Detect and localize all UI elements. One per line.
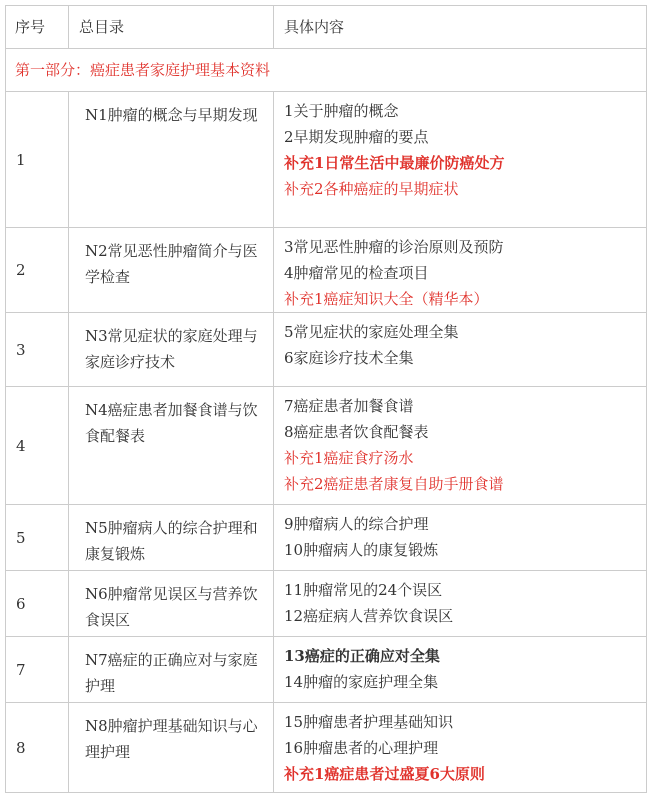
row-category: N3常见症状的家庭处理与家庭诊疗技术 bbox=[69, 313, 274, 387]
content-item: 6家庭诊疗技术全集 bbox=[284, 349, 414, 367]
row-category: N4癌症患者加餐食谱与饮食配餐表 bbox=[69, 387, 274, 505]
content-item: 补充1癌症患者过盛夏6大原则 bbox=[284, 765, 485, 783]
content-item: 11肿瘤常见的24个误区 bbox=[284, 581, 443, 599]
content-item: 补充2癌症患者康复自助手册食谱 bbox=[284, 475, 504, 493]
row-number: 1 bbox=[6, 92, 69, 228]
content-item: 8癌症患者饮食配餐表 bbox=[284, 423, 429, 441]
row-number: 7 bbox=[6, 637, 69, 703]
row-content bbox=[274, 505, 647, 571]
row-content bbox=[274, 313, 647, 387]
row-number: 5 bbox=[6, 505, 69, 571]
content-item: 15肿瘤患者护理基础知识 bbox=[284, 713, 454, 731]
content-item: 5常见症状的家庭处理全集 bbox=[284, 323, 459, 341]
content-item: 补充2各种癌症的早期症状 bbox=[284, 180, 459, 198]
row-content bbox=[274, 228, 647, 313]
part-title-row bbox=[6, 49, 647, 92]
row-category: N2常见恶性肿瘤简介与医学检查 bbox=[69, 228, 274, 313]
content-item: 12癌症病人营养饮食误区 bbox=[284, 607, 454, 625]
row-number: 8 bbox=[6, 703, 69, 793]
content-item: 1关于肿瘤的概念 bbox=[284, 102, 399, 120]
table-row bbox=[6, 313, 647, 387]
content-item: 2早期发现肿瘤的要点 bbox=[284, 128, 429, 146]
header-content: 具体内容 bbox=[274, 6, 647, 49]
header-no: 序号 bbox=[6, 6, 69, 49]
table-row bbox=[6, 703, 647, 793]
content-item: 7癌症患者加餐食谱 bbox=[284, 397, 414, 415]
content-item: 16肿瘤患者的心理护理 bbox=[284, 739, 439, 757]
contents-table bbox=[5, 5, 647, 793]
row-category: N1肿瘤的概念与早期发现 bbox=[69, 92, 274, 228]
header-category: 总目录 bbox=[69, 6, 274, 49]
content-item: 9肿瘤病人的综合护理 bbox=[284, 515, 429, 533]
row-category: N6肿瘤常见误区与营养饮食误区 bbox=[69, 571, 274, 637]
table-row bbox=[6, 387, 647, 505]
table-row bbox=[6, 228, 647, 313]
content-item: 补充1日常生活中最廉价防癌处方 bbox=[284, 154, 505, 172]
row-number: 6 bbox=[6, 571, 69, 637]
table-row bbox=[6, 505, 647, 571]
content-item: 补充1癌症知识大全（精华本） bbox=[284, 290, 489, 308]
table-header-row bbox=[6, 6, 647, 49]
content-item: 补充1癌症食疗汤水 bbox=[284, 449, 414, 467]
content-item: 3常见恶性肿瘤的诊治原则及预防 bbox=[284, 238, 504, 256]
row-category: N7癌症的正确应对与家庭护理 bbox=[69, 637, 274, 703]
row-content bbox=[274, 387, 647, 505]
row-number: 2 bbox=[6, 228, 69, 313]
content-item: 13癌症的正确应对全集 bbox=[284, 647, 440, 665]
row-number: 3 bbox=[6, 313, 69, 387]
row-content bbox=[274, 571, 647, 637]
table-row bbox=[6, 92, 647, 228]
row-content bbox=[274, 637, 647, 703]
table-row bbox=[6, 571, 647, 637]
row-content bbox=[274, 703, 647, 793]
part-title: 第一部分：癌症患者家庭护理基本资料 bbox=[6, 49, 647, 92]
row-number: 4 bbox=[6, 387, 69, 505]
content-item: 10肿瘤病人的康复锻炼 bbox=[284, 541, 439, 559]
content-item: 4肿瘤常见的检查项目 bbox=[284, 264, 429, 282]
row-content bbox=[274, 92, 647, 228]
table-row bbox=[6, 637, 647, 703]
row-category: N8肿瘤护理基础知识与心理护理 bbox=[69, 703, 274, 793]
row-category: N5肿瘤病人的综合护理和康复锻炼 bbox=[69, 505, 274, 571]
content-item: 14肿瘤的家庭护理全集 bbox=[284, 673, 439, 691]
